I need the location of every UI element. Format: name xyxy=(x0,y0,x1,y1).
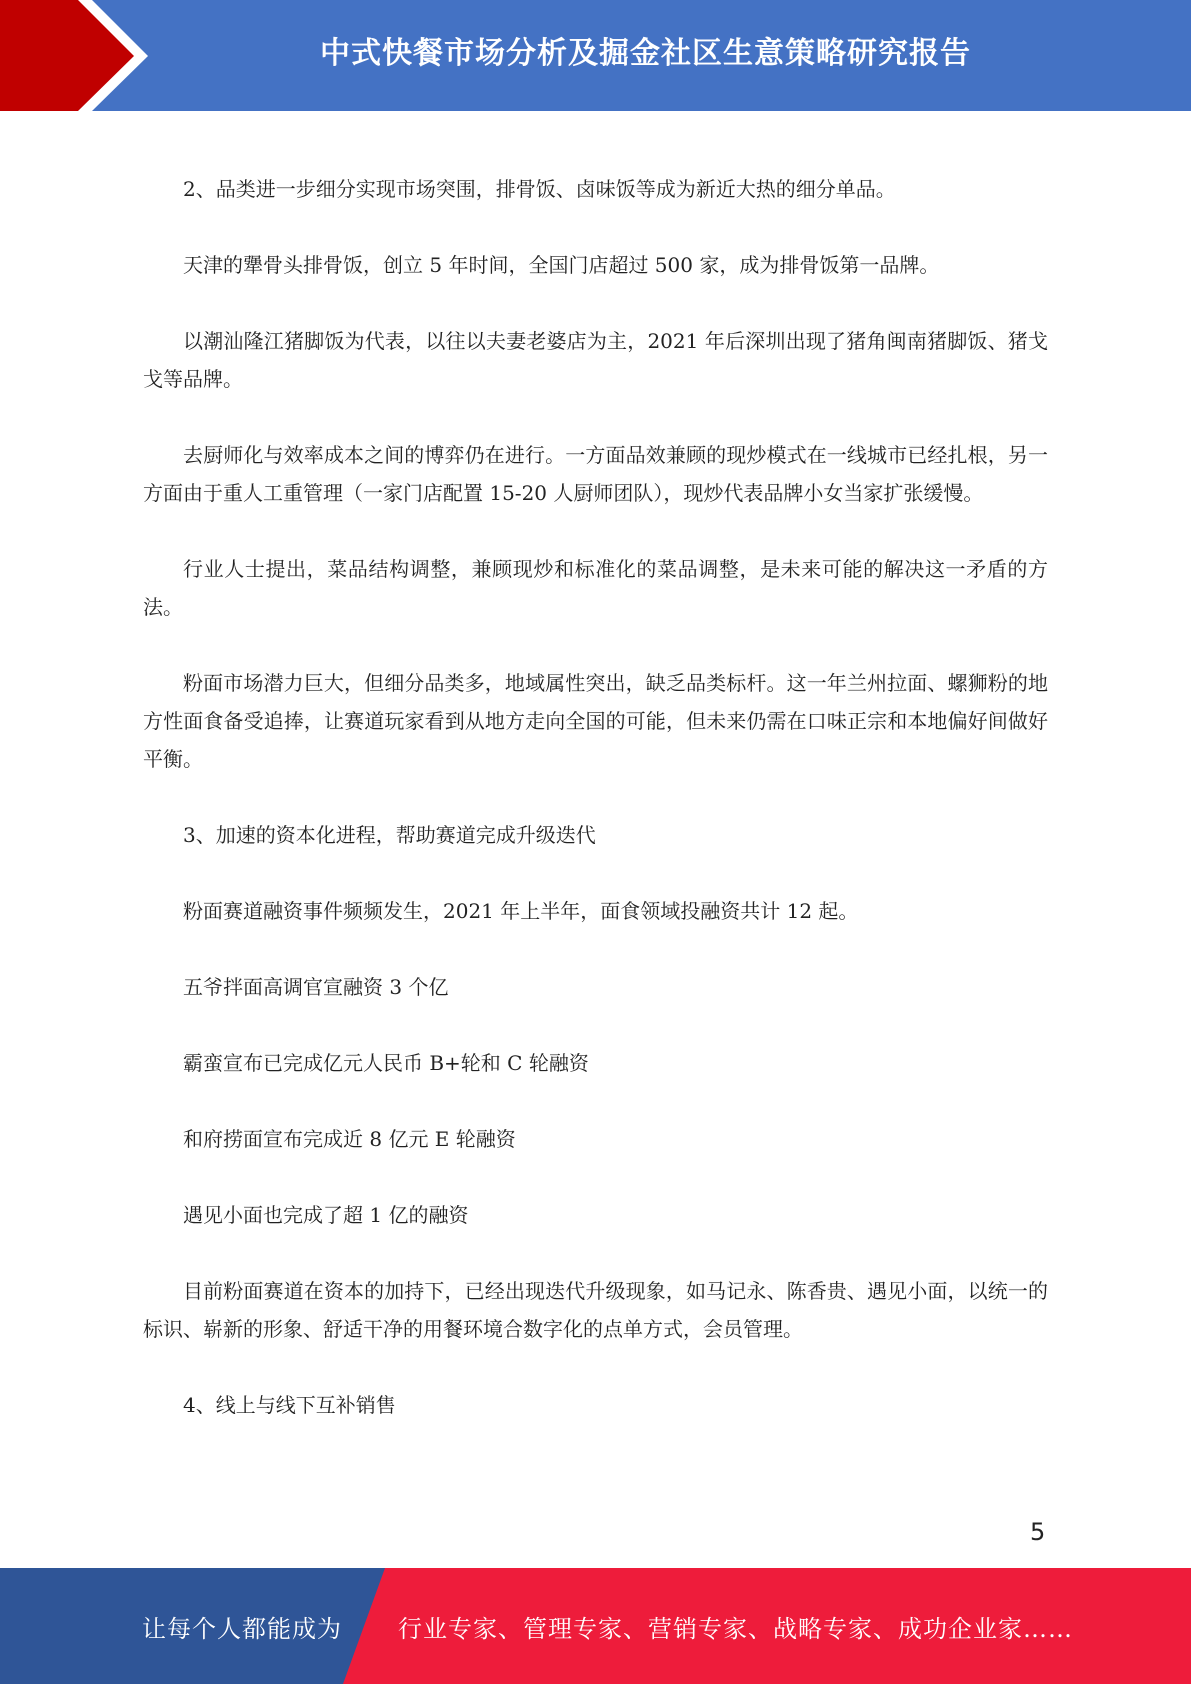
paragraph: 2、品类进一步细分实现市场突围，排骨饭、卤味饭等成为新近大热的细分单品。 xyxy=(183,177,896,201)
page-number: 5 xyxy=(1030,1518,1046,1546)
section-heading: 3、加速的资本化进程，帮助赛道完成升级迭代 xyxy=(183,823,596,847)
list-item: 遇见小面也完成了超 1 亿的融资 xyxy=(183,1203,469,1227)
list-item: 五爷拌面高调官宣融资 3 个亿 xyxy=(183,975,449,999)
footer-slogan-right: 行业专家、管理专家、营销专家、战略专家、成功企业家…… xyxy=(398,1614,1073,1643)
paragraph: 粉面市场潜力巨大，但细分品类多，地域属性突出，缺乏品类标杆。这一年兰州拉面、螺狮粉的地方性面食备受追捧，让赛道玩家看到从地方走向全国的可能，但未来仍需在口味正宗和本地偏好间做好平衡。 xyxy=(143,671,1048,771)
section-heading: 4、线上与线下互补销售 xyxy=(183,1393,396,1417)
document-body xyxy=(143,170,1048,1424)
paragraph: 粉面赛道融资事件频频发生，2021 年上半年，面食领域投融资共计 12 起。 xyxy=(183,899,859,923)
header-banner xyxy=(0,0,1191,111)
document-title: 中式快餐市场分析及掘金社区生意策略研究报告 xyxy=(320,36,971,71)
paragraph: 以潮汕隆江猪脚饭为代表，以往以夫妻老婆店为主，2021 年后深圳出现了猪角闽南猪脚饭、猪戈戈等品牌。 xyxy=(143,329,1048,391)
list-item: 霸蛮宣布已完成亿元人民币 B+轮和 C 轮融资 xyxy=(183,1051,589,1075)
paragraph: 目前粉面赛道在资本的加持下，已经出现迭代升级现象，如马记永、陈香贵、遇见小面，以统一的标识、崭新的形象、舒适干净的用餐环境合数字化的点单方式，会员管理。 xyxy=(143,1279,1048,1341)
paragraph: 天津的犟骨头排骨饭，创立 5 年时间，全国门店超过 500 家，成为排骨饭第一品牌。 xyxy=(183,253,940,277)
footer-banner xyxy=(0,1568,1191,1684)
footer-slogan-left: 让每个人都能成为 xyxy=(142,1614,342,1643)
list-item: 和府捞面宣布完成近 8 亿元 E 轮融资 xyxy=(183,1127,516,1151)
paragraph: 行业人士提出，菜品结构调整，兼顾现炒和标准化的菜品调整，是未来可能的解决这一矛盾的方法。 xyxy=(143,557,1048,619)
paragraph: 去厨师化与效率成本之间的博弈仍在进行。一方面品效兼顾的现炒模式在一线城市已经扎根，另一方面由于重人工重管理（一家门店配置 15-20 人厨师团队），现炒代表品牌小女当家扩张缓慢。 xyxy=(143,443,1048,505)
